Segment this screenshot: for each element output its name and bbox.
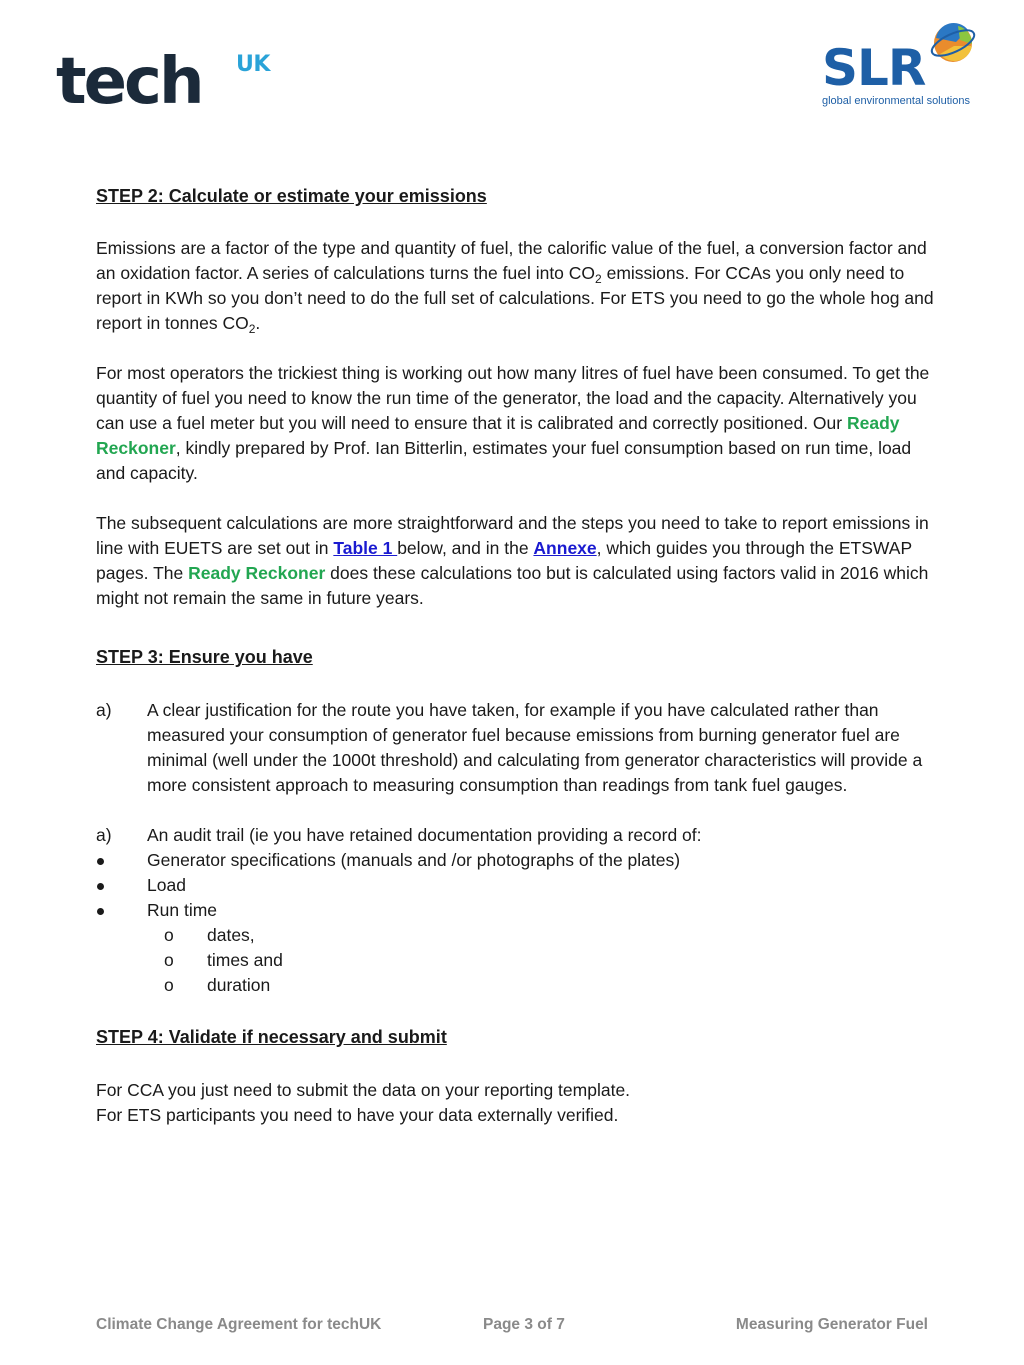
sub-bullet-marker: o [164,975,174,995]
sub-bullet-text: dates, [207,925,255,945]
step2-p3-text-a: The subsequent calculations are more straightforward and the steps you need to take to report emissions in line with EUETS are set out in [96,513,929,558]
sub-bullet-text: times and [207,950,283,970]
step3-heading: STEP 3: Ensure you have [96,647,313,667]
annexe-link[interactable]: Annexe [533,538,597,558]
step4-line-1: For CCA you just need to submit the data on your reporting template. [96,1080,631,1100]
step2-p2-text-a: For most operators the trickiest thing is working out how many litres of fuel have been consumed. To get the quantity of fuel you need to know the run time of the generator, the load and the capacity. Alternatively you can use a fuel meter but you will need to ensure that it is calibrated and correctly positioned. Our [96,363,930,433]
sub-bullet-marker: o [164,950,174,970]
list-item [96,873,936,898]
step4-line-2: For ETS participants you need to have your data externally verified. [96,1105,619,1125]
bullet-text: Load [147,875,186,895]
sub-list-item [96,948,936,973]
step2-paragraph-1 [96,236,936,336]
step3-item-text: A clear justification for the route you have taken, for example if you have calculated rather than measured your consumption of generator fuel because emissions from burning generator fuel are minimal (well under the 1000t threshold) and calculating from generator characteristics will provide a more consistent approach to measuring consumption than readings from tank fuel gauges. [147,700,923,795]
step2-p1-text-a: Emissions are a factor of the type and quantity of fuel, the calorific value of the fuel, a conversion factor and an oxidation factor. A series of calculations turns the fuel into CO [96,238,927,283]
step2-paragraph-2 [96,361,936,486]
footer-document-title: Climate Change Agreement for techUK [96,1316,382,1333]
step2-p2-text-b: , kindly prepared by Prof. Ian Bitterlin, estimates your fuel consumption based on run time, load and capacity. [96,438,912,483]
bullet-icon [97,908,104,915]
step2-p1-text-c: . [255,313,261,333]
document-body [96,184,936,1128]
bullet-text: Generator specifications (manuals and /or photographs of the plates) [147,850,681,870]
sub-list-item [96,973,936,998]
step3-item-text: An audit trail (ie you have retained documentation providing a record of: [147,825,702,845]
page-footer [96,1316,928,1336]
bullet-icon [97,858,104,865]
sub-bullet-marker: o [164,925,174,945]
ready-reckoner-highlight: Ready Reckoner [188,563,326,583]
step3-item-audit-trail [96,823,936,848]
table-1-link[interactable]: Table 1 [333,538,398,558]
techuk-logo-word: tech [56,45,202,119]
sub-bullet-text: duration [207,975,271,995]
step4-heading: STEP 4: Validate if necessary and submit [96,1027,447,1047]
step2-paragraph-3 [96,511,936,611]
list-marker: a) [96,700,112,720]
techuk-logo-sup: UK [236,52,270,77]
list-marker: a) [96,825,112,845]
techuk-logo [56,45,270,119]
footer-section-title: Measuring Generator Fuel [735,1316,928,1333]
ready-reckoner-highlight: Ready Reckoner [96,413,900,458]
bullet-text: Run time [147,900,218,920]
step2-p1-text-b: emissions. For CCAs you only need to report in KWh so you don’t need to do the full set of calculations. For ETS you need to go the whole hog and report in tonnes CO [96,263,934,333]
slr-logo-word: SLR [822,39,926,97]
step2-p3-text-d: does these calculations too but is calculated using factors valid in 2016 which might not remain the same in future years. [96,563,929,608]
bullet-icon [97,883,104,890]
step3-item-justification [96,698,936,798]
co2-subscript: 2 [248,322,256,336]
slr-logo [820,18,980,113]
list-item [96,848,936,873]
step2-p3-text-c: , which guides you through the ETSWAP pages. The [96,538,912,583]
step2-heading: STEP 2: Calculate or estimate your emissions [96,186,487,206]
footer-page-number: Page 3 of 7 [483,1316,565,1333]
slr-globe-icon [928,18,978,68]
step2-p3-text-b: below, and in the [397,538,534,558]
co2-subscript: 2 [595,272,602,286]
list-item [96,898,936,923]
sub-list-item [96,923,936,948]
slr-logo-tagline: global environmental solutions [822,95,970,107]
